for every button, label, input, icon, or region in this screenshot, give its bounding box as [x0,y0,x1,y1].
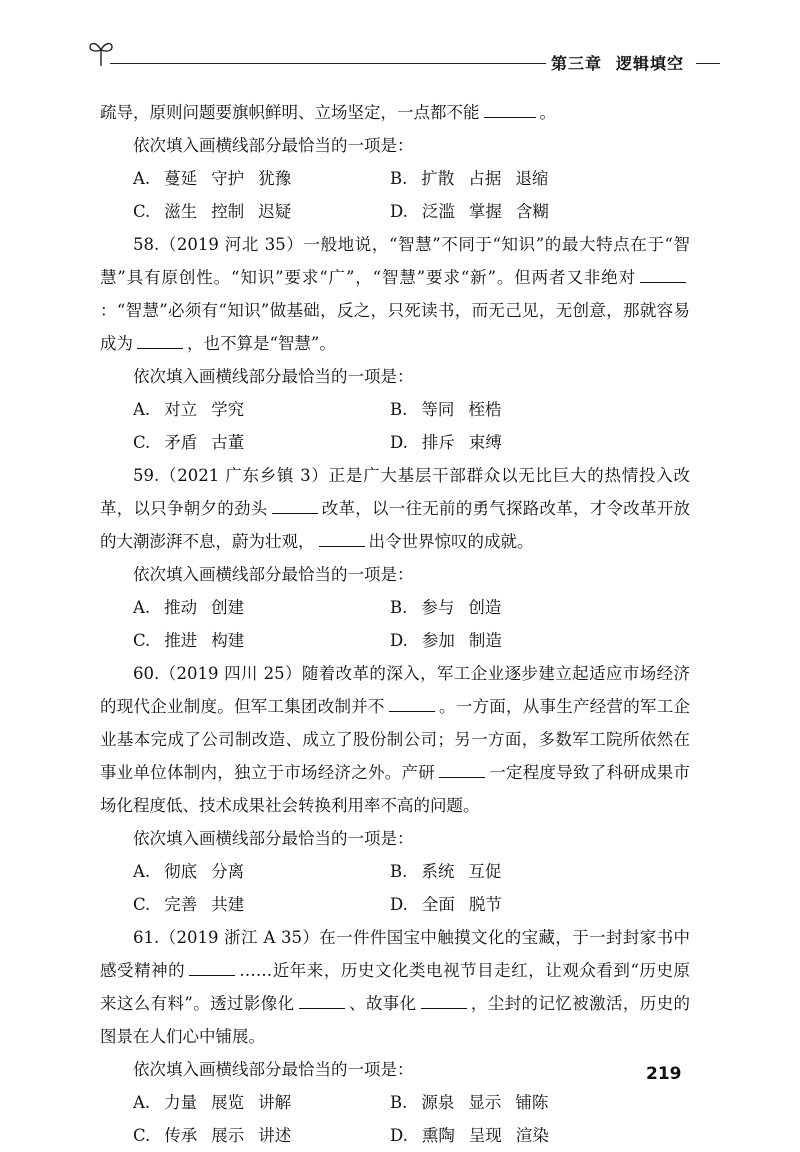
option-c[interactable]: C. 滋生 控制 迟疑 [133,202,292,221]
q58-options [100,393,690,459]
option-c[interactable]: C. 矛盾 古董 [133,433,245,452]
option-a[interactable]: A. 力量 展览 讲解 [133,1093,292,1112]
option-a[interactable]: A. 推动 创建 [133,598,245,617]
q61-prompt: 依次填入画横线部分最恰当的一项是： [133,1060,414,1079]
q60-options [100,855,690,921]
q59-prompt: 依次填入画横线部分最恰当的一项是： [133,565,414,584]
q61-options [100,1086,690,1152]
page-content [100,96,690,1152]
q57-prompt: 依次填入画横线部分最恰当的一项是： [133,136,414,155]
page-header [88,38,720,78]
option-d[interactable]: D. 全面 脱节 [390,895,502,914]
answer-blank [484,99,536,118]
answer-blank [421,990,467,1009]
page-number: 219 [646,1064,682,1084]
header-rule-right [696,63,720,64]
q58-stem: 58.（2019 河北 35）一般地说，“智慧”不同于“知识”的最大特点在于“智慧”具有原创性。“知识”要求“广”，“智慧”要求“新”。但两者又非绝对：“智慧”必须有“知识”做基础，反之，只死读书，而无己见，无创意，那就容易成为 ，也不算是“智慧”。 [100,235,690,353]
option-a[interactable]: A. 对立 学究 [133,400,245,419]
q57-options [100,162,690,228]
option-d[interactable]: D. 泛滥 掌握 含糊 [390,202,549,221]
section-label: 逻辑填空 [616,54,685,73]
chapter-label: 第三章 [551,54,603,73]
option-d[interactable]: D. 熏陶 呈现 渲染 [390,1126,549,1145]
answer-blank [299,990,345,1009]
header-title [551,51,684,74]
answer-blank [189,957,235,976]
header-rule-left [110,63,546,64]
option-b[interactable]: B. 参与 创造 [390,598,502,617]
option-b[interactable]: B. 扩散 占据 退缩 [390,169,549,188]
q59-stem: 59.（2021 广东乡镇 3）正是广大基层干部群众以无比巨大的热情投入改革，以只争朝夕的劲头 改革，以一往无前的勇气探路改革，才令改革开放的大潮澎湃不息，蔚为壮观， 出令世界惊叹的成就。 [100,466,690,551]
option-b[interactable]: B. 源泉 显示 铺陈 [390,1093,549,1112]
answer-blank [389,693,435,712]
option-c[interactable]: C. 传承 展示 讲述 [133,1126,292,1145]
option-d[interactable]: D. 参加 制造 [390,631,502,650]
option-b[interactable]: B. 等同 桎梏 [390,400,502,419]
option-c[interactable]: C. 完善 共建 [133,895,245,914]
q60-stem: 60.（2019 四川 25）随着改革的深入，军工企业逐步建立起适应市场经济的现代企业制度。但军工集团改制并不 。一方面，从事生产经营的军工企业基本完成了公司制改造、成立了股份制公司；另一方面，多数军工院所依然在事业单位体制内，独立于市场经济之外。产研 一定程度导致了科研成果市场化程度低、技术成果社会转换利用率不高的问题。 [100,664,690,815]
option-c[interactable]: C. 推进 构建 [133,631,245,650]
option-a[interactable]: A. 蔓延 守护 犹豫 [133,169,292,188]
q58-prompt: 依次填入画横线部分最恰当的一项是： [133,367,414,386]
answer-blank [137,330,183,349]
q59-options [100,591,690,657]
answer-blank [439,759,485,778]
q61-stem: 61.（2019 浙江 A 35）在一件件国宝中触摸文化的宝藏，于一封封家书中感受精神的 ……近年来，历史文化类电视节目走红，让观众看到“历史原来这么有料”。透过影像化 、故事化 ，尘封的记忆被激活，历史的图景在人们心中铺展。 [100,928,691,1046]
answer-blank [319,528,365,547]
answer-blank [640,264,686,283]
q60-prompt: 依次填入画横线部分最恰当的一项是： [133,829,414,848]
answer-blank [272,495,318,514]
q57-stem-tail: 疏导，原则问题要旗帜鲜明、立场坚定，一点都不能 。 [100,96,690,129]
option-b[interactable]: B. 系统 互促 [390,862,502,881]
option-d[interactable]: D. 排斥 束缚 [390,433,502,452]
option-a[interactable]: A. 彻底 分离 [133,862,245,881]
